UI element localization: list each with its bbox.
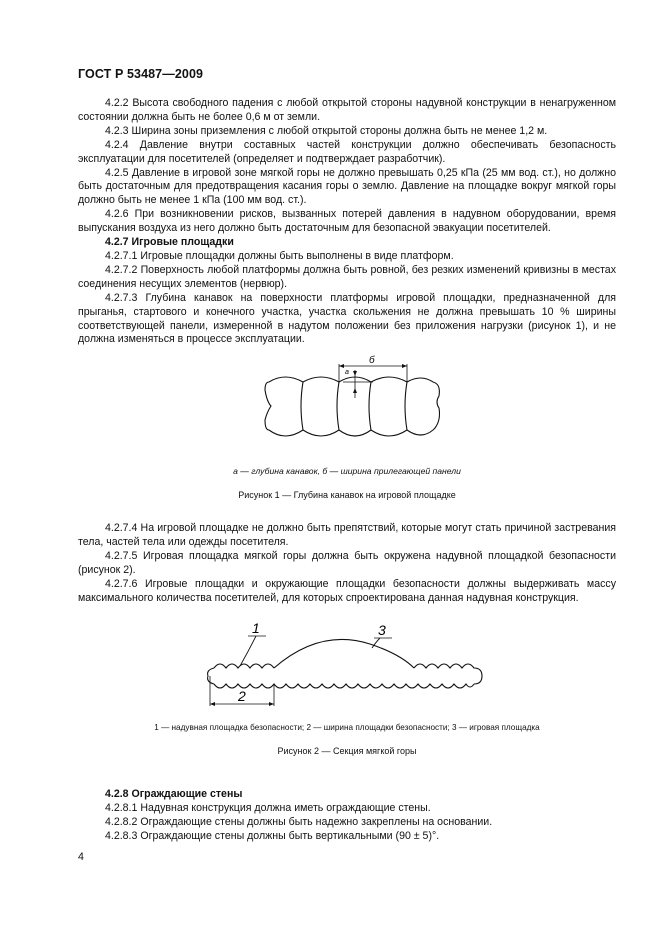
paragraph-4-2-8-2: 4.2.8.2 Ограждающие стены должны быть надежно закреплены на основании. bbox=[105, 815, 493, 828]
figure-1-legend: а — глубина канавок, б — ширина прилегающей панели bbox=[233, 466, 461, 476]
figure-2-diagram bbox=[200, 618, 500, 718]
heading-4-2-8: 4.2.8 Ограждающие стены bbox=[105, 788, 243, 800]
figure-2-legend: 1 — надувная площадка безопасности; 2 — ширина площадки безопасности; 3 — игровая площадка bbox=[154, 723, 540, 732]
paragraph-4-2-7-1: 4.2.7.1 Игровые площадки должны быть выполнены в виде платформ. bbox=[105, 249, 454, 262]
figure-1-diagram bbox=[255, 350, 455, 460]
text-block-middle bbox=[78, 522, 616, 605]
figure-1-label-b: б bbox=[369, 355, 375, 366]
text-block-top bbox=[78, 97, 616, 347]
paragraph-4-2-7-3: 4.2.7.3 Глубина канавок на поверхности платформы игровой площадки, предназначенной для прыганья, стартового и конечного участка, участка скольжения не должна превышать 10 % ширины соответствующей панели, измеренной в надутом положении без приложения нагрузки (рисунок 1), и не должна изменяться в процессе эксплуатации. bbox=[78, 291, 616, 346]
paragraph-4-2-5: 4.2.5 Давление в игровой зоне мягкой горы не должно превышать 0,25 кПа (25 мм вод. ст.), но должно быть достаточным для предотвращения касания горы о землю. Давление на площадке вокруг мягкой горы должно быть не менее 1 кПа (100 мм вод. ст.). bbox=[78, 166, 616, 207]
figure-2-label-3: 3 bbox=[378, 622, 386, 638]
paragraph-4-2-3: 4.2.3 Ширина зоны приземления с любой открытой стороны должна быть не менее 1,2 м. bbox=[105, 124, 548, 137]
paragraph-4-2-4: 4.2.4 Давление внутри составных частей конструкции должно обеспечивать безопасность эксплуатации для посетителей (определяет и подтверждает разработчик). bbox=[78, 138, 616, 165]
paragraph-4-2-6: 4.2.6 При возникновении рисков, вызванных потерей давления в надувном оборудовании, время выпускания воздуха из него должно быть достаточным для безопасной эвакуации посетителей. bbox=[78, 208, 616, 235]
paragraph-4-2-7-6: 4.2.7.6 Игровые площадки и окружающие площадки безопасности должны выдерживать массу максимального количества посетителей, для которых спроектирована данная надувная конструкция. bbox=[78, 577, 616, 604]
paragraph-4-2-7-5: 4.2.7.5 Игровая площадка мягкой горы должна быть окружена надувной площадкой безопасности (рисунок 2). bbox=[78, 549, 616, 576]
figure-2-label-2: 2 bbox=[238, 688, 246, 704]
paragraph-4-2-7-2: 4.2.7.2 Поверхность любой платформы должна быть ровной, без резких изменений кривизны в местах соединения несущих элементов (нервюр). bbox=[78, 263, 616, 290]
text-block-bottom bbox=[78, 788, 616, 844]
page-number: 4 bbox=[78, 851, 84, 863]
paragraph-4-2-7-4: 4.2.7.4 На игровой площадке не должно быть препятствий, которые могут стать причиной застревания тела, частей тела или одежды посетителя. bbox=[78, 522, 616, 548]
figure-1-label-a: а bbox=[345, 369, 349, 376]
figure-1-caption: Рисунок 1 — Глубина канавок на игровой площадке bbox=[238, 490, 456, 500]
figure-2-label-1: 1 bbox=[252, 620, 260, 636]
figure-2-caption: Рисунок 2 — Секция мягкой горы bbox=[277, 746, 417, 756]
paragraph-4-2-2: 4.2.2 Высота свободного падения с любой открытой стороны надувной конструкции в ненагруженном состоянии должна быть не более 0,6 м от земли. bbox=[78, 97, 616, 123]
document-header: ГОСТ Р 53487—2009 bbox=[78, 67, 204, 81]
paragraph-4-2-8-3: 4.2.8.3 Ограждающие стены должны быть вертикальными (90 ± 5)°. bbox=[105, 829, 440, 842]
paragraph-4-2-8-1: 4.2.8.1 Надувная конструкция должна иметь ограждающие стены. bbox=[105, 801, 431, 814]
heading-4-2-7: 4.2.7 Игровые площадки bbox=[105, 236, 234, 249]
